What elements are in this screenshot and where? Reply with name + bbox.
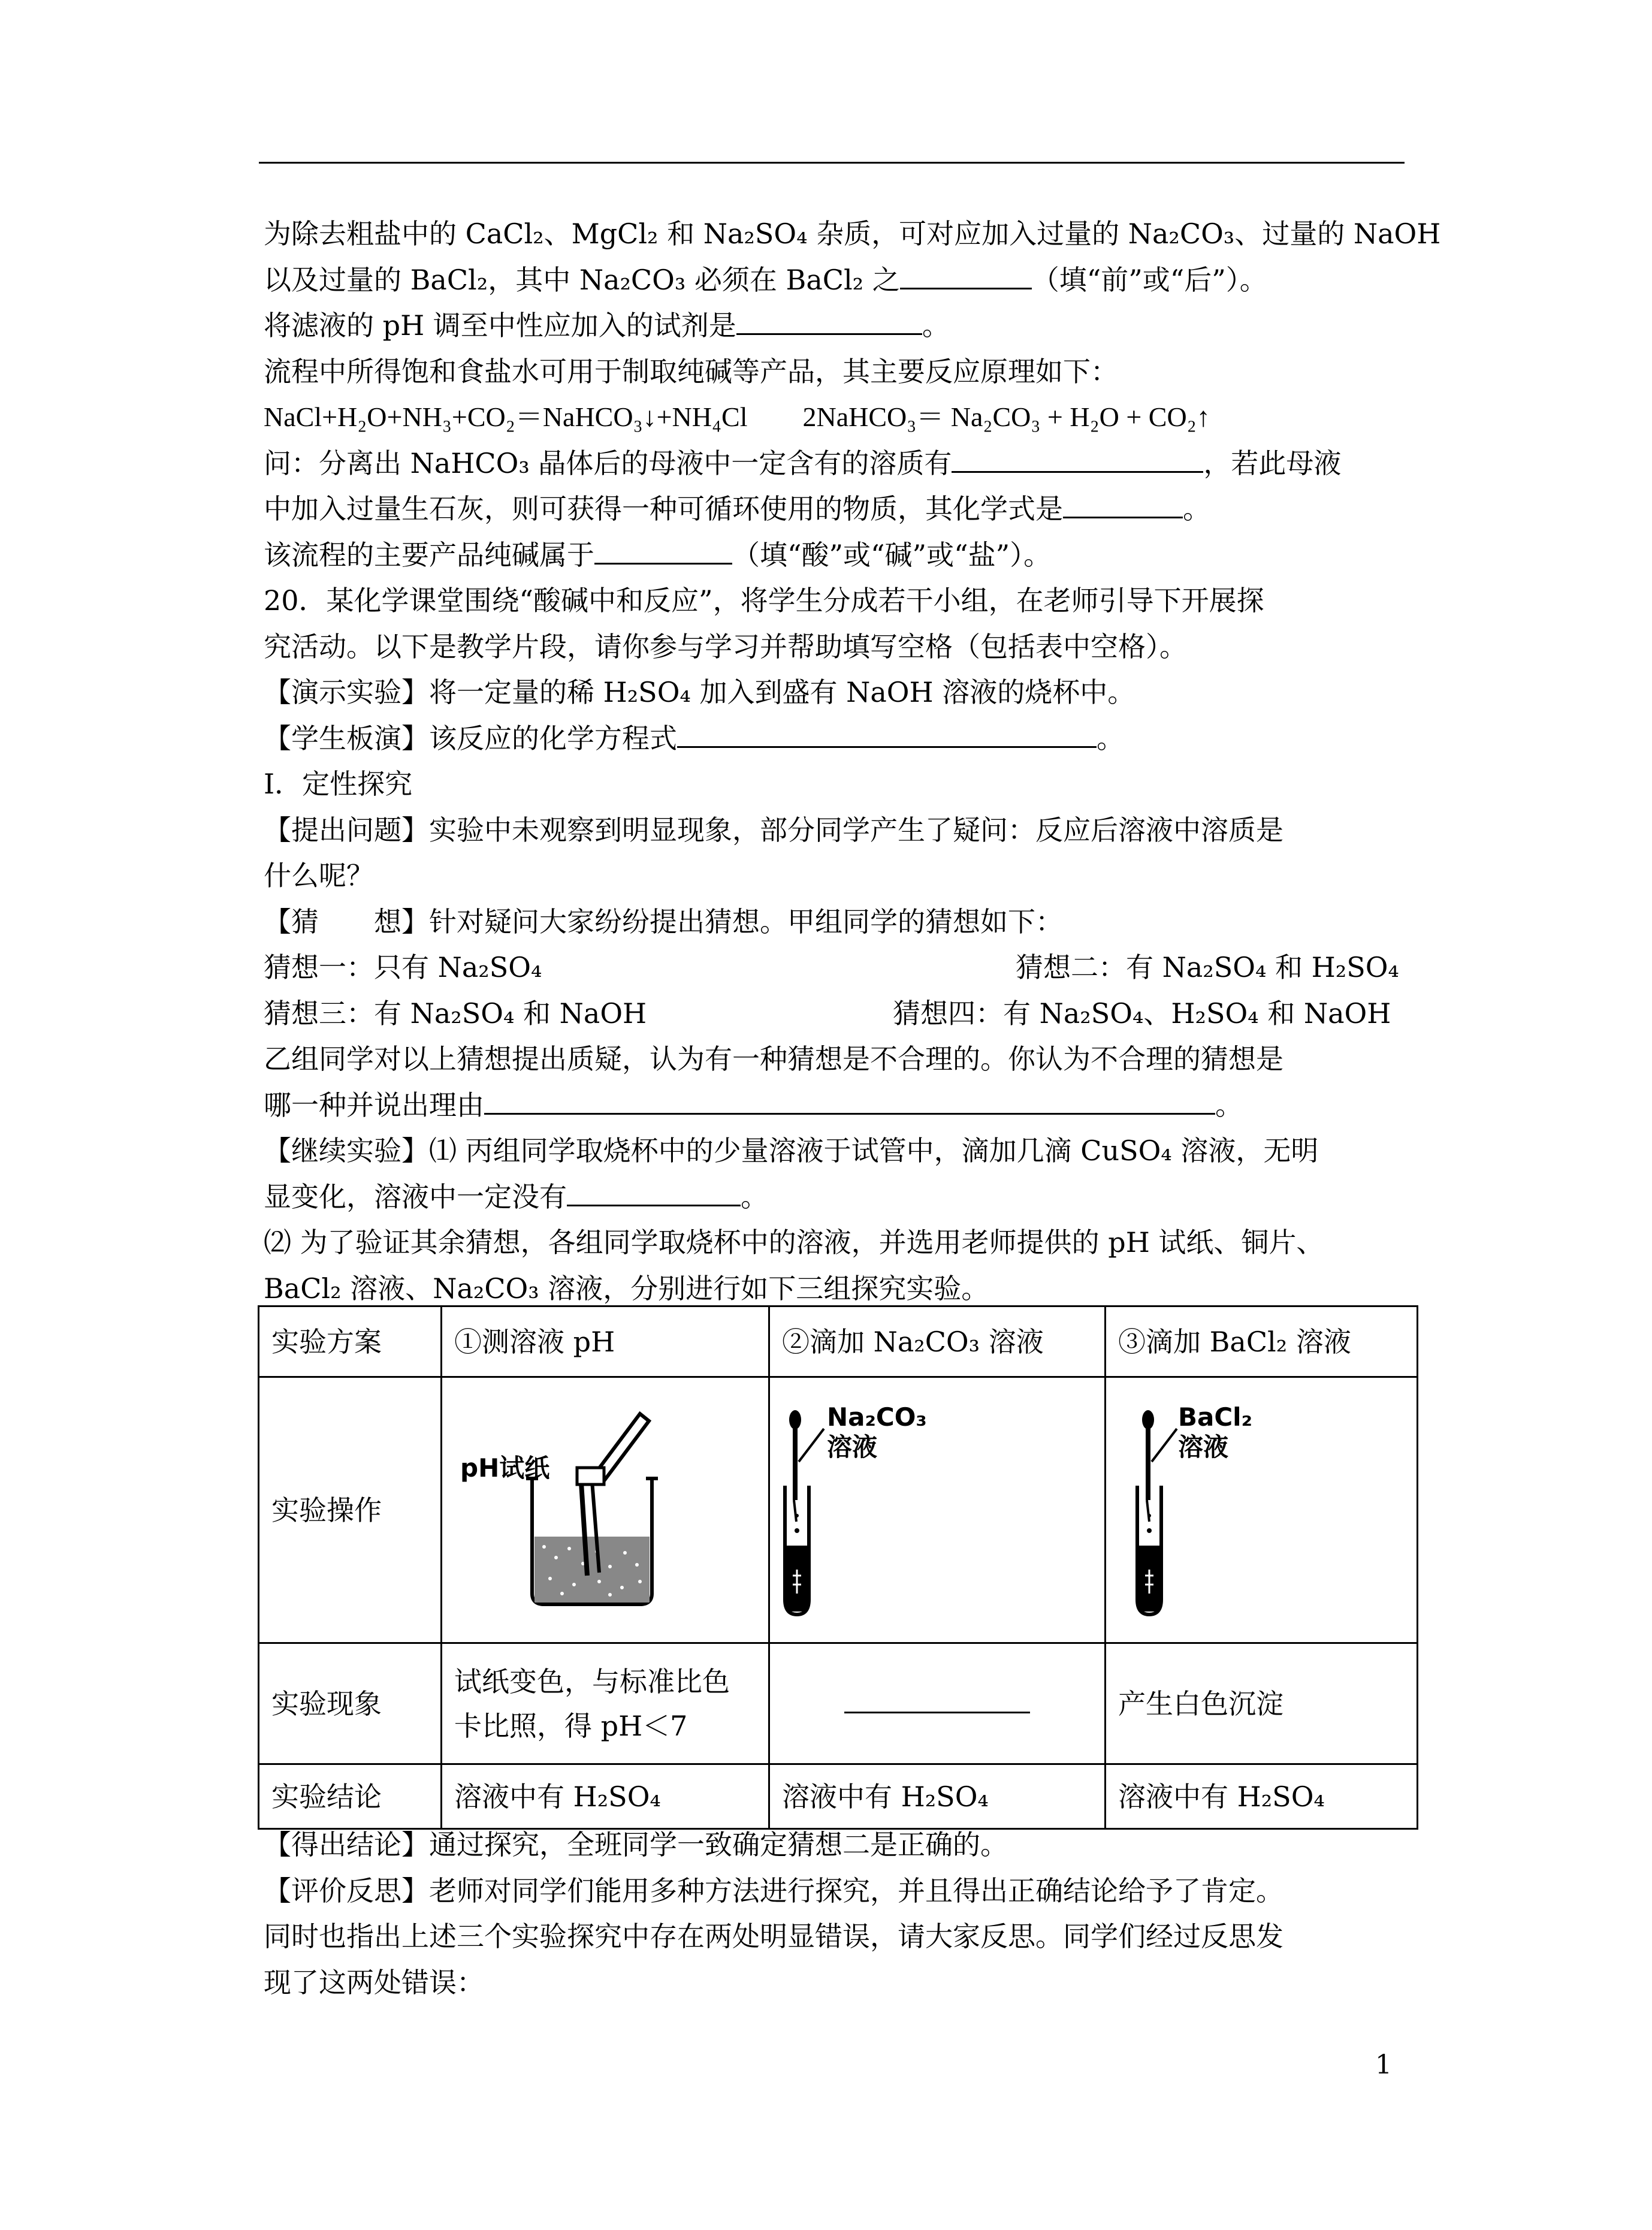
na2co3-dropper-tube-figure bbox=[770, 1378, 1104, 1630]
answer-blank[interactable] bbox=[484, 1087, 1215, 1115]
table-cell bbox=[442, 1377, 769, 1643]
answer-blank[interactable] bbox=[952, 445, 1203, 473]
solution-label: 溶液 bbox=[1178, 1432, 1229, 1462]
text-line: 乙组同学对以上猜想提出质疑，认为有一种猜想是不合理的。你认为不合理的猜想是 bbox=[264, 1043, 1283, 1075]
document-body bbox=[264, 211, 1441, 1311]
table-row bbox=[259, 1377, 1418, 1643]
text-line: 【继续实验】⑴ 丙组同学取烧杯中的少量溶液于试管中，滴加几滴 CuSO₄ 溶液，无明 bbox=[264, 1134, 1319, 1167]
table-cell: 实验结论 bbox=[259, 1764, 442, 1829]
table-cell: ③滴加 BaCl₂ 溶液 bbox=[1106, 1306, 1418, 1377]
table-cell: 溶液中有 H₂SO₄ bbox=[1106, 1764, 1418, 1829]
table-cell bbox=[442, 1643, 769, 1764]
answer-blank[interactable] bbox=[567, 1178, 741, 1206]
text-line: 现了这两处错误： bbox=[264, 1966, 484, 1999]
answer-blank[interactable] bbox=[677, 720, 1097, 748]
text-line: 【猜 想】针对疑问大家纷纷提出猜想。甲组同学的猜想如下： bbox=[264, 905, 1063, 938]
answer-blank[interactable] bbox=[736, 307, 922, 335]
text-line: 为除去粗盐中的 CaCl₂、MgCl₂ 和 Na₂SO₄ 杂质，可对应加入过量的 Na₂CO₃、过量的 NaOH bbox=[264, 218, 1441, 250]
answer-blank[interactable] bbox=[1063, 490, 1183, 518]
section-heading: Ⅰ．定性探究 bbox=[264, 768, 413, 800]
text-line: 以及过量的 BaCl₂，其中 Na₂CO₃ 必须在 BaCl₂ 之 （填“前”或“后”）。 bbox=[264, 257, 1402, 303]
table-cell: 实验方案 bbox=[259, 1306, 442, 1377]
table-cell: 实验操作 bbox=[259, 1377, 442, 1643]
header-rule bbox=[259, 162, 1405, 164]
table-cell: ②滴加 Na₂CO₃ 溶液 bbox=[769, 1306, 1106, 1377]
text-line: 猜想一：只有 Na₂SO₄ 猜想二：有 Na₂SO₄ 和 H₂SO₄ bbox=[264, 951, 1399, 983]
answer-blank[interactable] bbox=[594, 536, 732, 565]
bacl2-label: BaCl₂ bbox=[1178, 1402, 1252, 1432]
text-line: 【得出结论】通过探究，全班同学一致确定猜想二是正确的。 bbox=[264, 1828, 1008, 1861]
text-line: 【学生板演】该反应的化学方程式 。 bbox=[264, 716, 1402, 762]
table-cell[interactable] bbox=[769, 1643, 1106, 1764]
table-cell: 产生白色沉淀 bbox=[1106, 1643, 1418, 1764]
page-number: 1 bbox=[1375, 2050, 1392, 2080]
table-row bbox=[259, 1764, 1418, 1829]
text-line: 同时也指出上述三个实验探究中存在两处明显错误，请大家反思。同学们经过反思发 bbox=[264, 1920, 1283, 1953]
text-line: 显变化，溶液中一定没有 。 bbox=[264, 1174, 1402, 1220]
ph-paper-beaker-figure bbox=[442, 1378, 768, 1630]
text-line: 哪一种并说出理由 。 bbox=[264, 1082, 1402, 1128]
answer-blank[interactable] bbox=[844, 1694, 1030, 1713]
bacl2-dropper-tube-figure bbox=[1106, 1378, 1417, 1630]
ph-paper-label: pH试纸 bbox=[460, 1453, 550, 1483]
table-row bbox=[259, 1643, 1418, 1764]
table-cell: ①测溶液 pH bbox=[442, 1306, 769, 1377]
text-line: BaCl₂ 溶液、Na₂CO₃ 溶液，分别进行如下三组探究实验。 bbox=[264, 1272, 989, 1305]
text-line: 【演示实验】将一定量的稀 H₂SO₄ 加入到盛有 NaOH 溶液的烧杯中。 bbox=[264, 676, 1135, 708]
table-cell bbox=[769, 1377, 1106, 1643]
table-cell: 实验现象 bbox=[259, 1643, 442, 1764]
text-line: 问：分离出 NaHCO₃ 晶体后的母液中一定含有的溶质有 ，若此母液 bbox=[264, 440, 1402, 487]
answer-blank[interactable] bbox=[900, 261, 1032, 289]
text-line: 20．某化学课堂围绕“酸碱中和反应”，将学生分成若干小组，在老师引导下开展探 bbox=[264, 584, 1264, 617]
text-line: 什么呢？ bbox=[264, 859, 374, 892]
document-body-continued bbox=[264, 1822, 1402, 2005]
text-line: 究活动。以下是教学片段，请你参与学习并帮助填写空格（包括表中空格）。 bbox=[264, 630, 1187, 663]
text-line: 流程中所得饱和食盐水可用于制取纯碱等产品，其主要反应原理如下： bbox=[264, 355, 1118, 388]
experiment-table bbox=[258, 1305, 1418, 1830]
text-line: 猜想三：有 Na₂SO₄ 和 NaOH 猜想四：有 Na₂SO₄、H₂SO₄ 和 NaOH bbox=[264, 997, 1391, 1030]
equation-line: NaCl+H₂O+NH₃+CO₂＝NaHCO₃↓+NH₄Cl 2NaHCO₃＝ Na₂CO₃ + H₂O + CO₂↑ bbox=[264, 402, 1210, 432]
table-cell bbox=[1106, 1377, 1418, 1643]
na2co3-label: Na₂CO₃ bbox=[827, 1402, 927, 1432]
cell-text: 试纸变色，与标准比色 bbox=[454, 1665, 730, 1698]
text-line: 中加入过量生石灰，则可获得一种可循环使用的物质，其化学式是 。 bbox=[264, 486, 1402, 532]
text-line: 该流程的主要产品纯碱属于 （填“酸”或“碱”或“盐”）。 bbox=[264, 532, 1402, 578]
text-line: 将滤液的 pH 调至中性应加入的试剂是 。 bbox=[264, 303, 1402, 349]
text-line: ⑵ 为了验证其余猜想，各组同学取烧杯中的溶液，并选用老师提供的 pH 试纸、铜片、 bbox=[264, 1226, 1324, 1259]
text-line: 【评价反思】老师对同学们能用多种方法进行探究，并且得出正确结论给予了肯定。 bbox=[264, 1874, 1283, 1907]
table-row bbox=[259, 1306, 1418, 1377]
table-cell: 溶液中有 H₂SO₄ bbox=[442, 1764, 769, 1829]
text-line: 【提出问题】实验中未观察到明显现象，部分同学产生了疑问：反应后溶液中溶质是 bbox=[264, 813, 1283, 846]
solution-label: 溶液 bbox=[827, 1432, 878, 1462]
cell-text: 卡比照，得 pH＜7 bbox=[454, 1709, 688, 1742]
table-cell: 溶液中有 H₂SO₄ bbox=[769, 1764, 1106, 1829]
